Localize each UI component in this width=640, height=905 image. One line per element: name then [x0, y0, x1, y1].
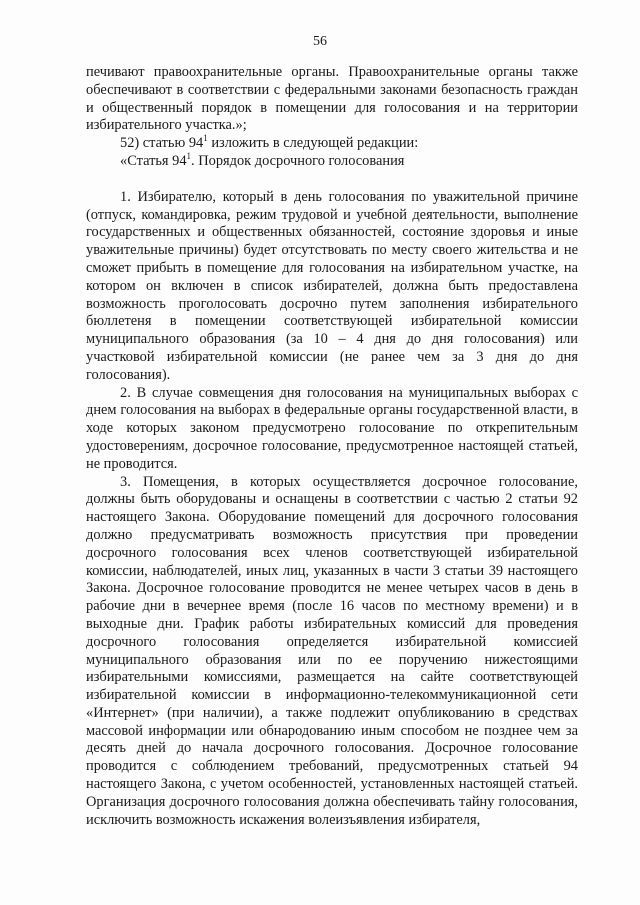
amendment-text-start: 52) статью 94: [120, 135, 204, 152]
article-title-end: . Порядок досрочного голосования: [191, 152, 405, 169]
article-title: [86, 153, 578, 171]
spacer: [86, 171, 578, 189]
document-body: [86, 64, 578, 829]
paragraph-2: 2. В случае совмещения дня голосования на муниципальных выборах с днем голосования на выборах в федеральные органы государственной власти, в ходе которых законом предусмотрено голосование по открепительным удостоверениям, досрочное голосование, предусмотренное настоящей статьей, не проводится.: [86, 384, 578, 472]
amendment-text-end: изложить в следующей редакции:: [207, 135, 419, 152]
amendment-superscript: 1: [203, 133, 208, 144]
paragraph-1: 1. Избирателю, который в день голосования по уважительной причине (отпуск, командировка, режим трудовой и учебной деятельности, выполнение государственных и общественных обязанностей, состояние здоровья и иные уважительные причины) будет отсутствовать по месту своего жительства и не сможет прибыть в помещение для голосования на избирательном участке, на котором он включен в список избирателей, должна быть предоставлена возможность проголосовать досрочно путем заполнения избирательного бюллетеня в помещении соответствующей избирательной комиссии муниципального образования (за 10 – 4 дня до дня голосования) или участковой избирательной комиссии (не ранее чем за 3 дня до дня голосования).: [86, 188, 578, 383]
page-number: 56: [313, 34, 327, 49]
amendment-item-52: [86, 135, 578, 153]
paragraph-3: 3. Помещения, в которых осуществляется досрочное голосование, должны быть оборудованы и оснащены в соответствии с частью 2 статьи 92 настоящего Закона. Оборудование помещений для досрочного голосования должно предусматривать возможность присутствия при проведении досрочного голосования всех членов соответствующей избирательной комиссии, наблюдателей, иных лиц, указанных в части 3 статьи 39 настоящего Закона. Досрочное голосование проводится не менее четырех часов в день в рабочие дни в вечернее время (после 16 часов по местному времени) и в выходные дни. График работы избирательных комиссий для проведения досрочного голосования определяется избирательной комиссией муниципального образования или по ее поручению нижестоящими избирательными комиссиями, размещается на сайте соответствующей избирательной комиссии в информационно-телекоммуникационной сети «Интернет» (при наличии), а также подлежит опубликованию в средствах массовой информации или обнародованию иным способом не позднее чем за десять дней до начала досрочного голосования. Досрочное голосование проводится с соблюдением требований, предусмотренных статьей 94 настоящего Закона, с учетом особенностей, установленных настоящей статьей. Организация досрочного голосования должна обеспечивать тайну голосования, исключить возможность искажения волеизъявления избирателя,: [86, 473, 578, 828]
continuation-paragraph: печивают правоохранительные органы. Правоохранительные органы также обеспечивают в соответствии с федеральными законами безопасность граждан и общественный порядок в помещении для голосования и на территории избирательного участка.»;: [86, 64, 578, 134]
article-title-superscript: 1: [186, 151, 192, 162]
article-title-start: «Статья 94: [120, 152, 187, 169]
